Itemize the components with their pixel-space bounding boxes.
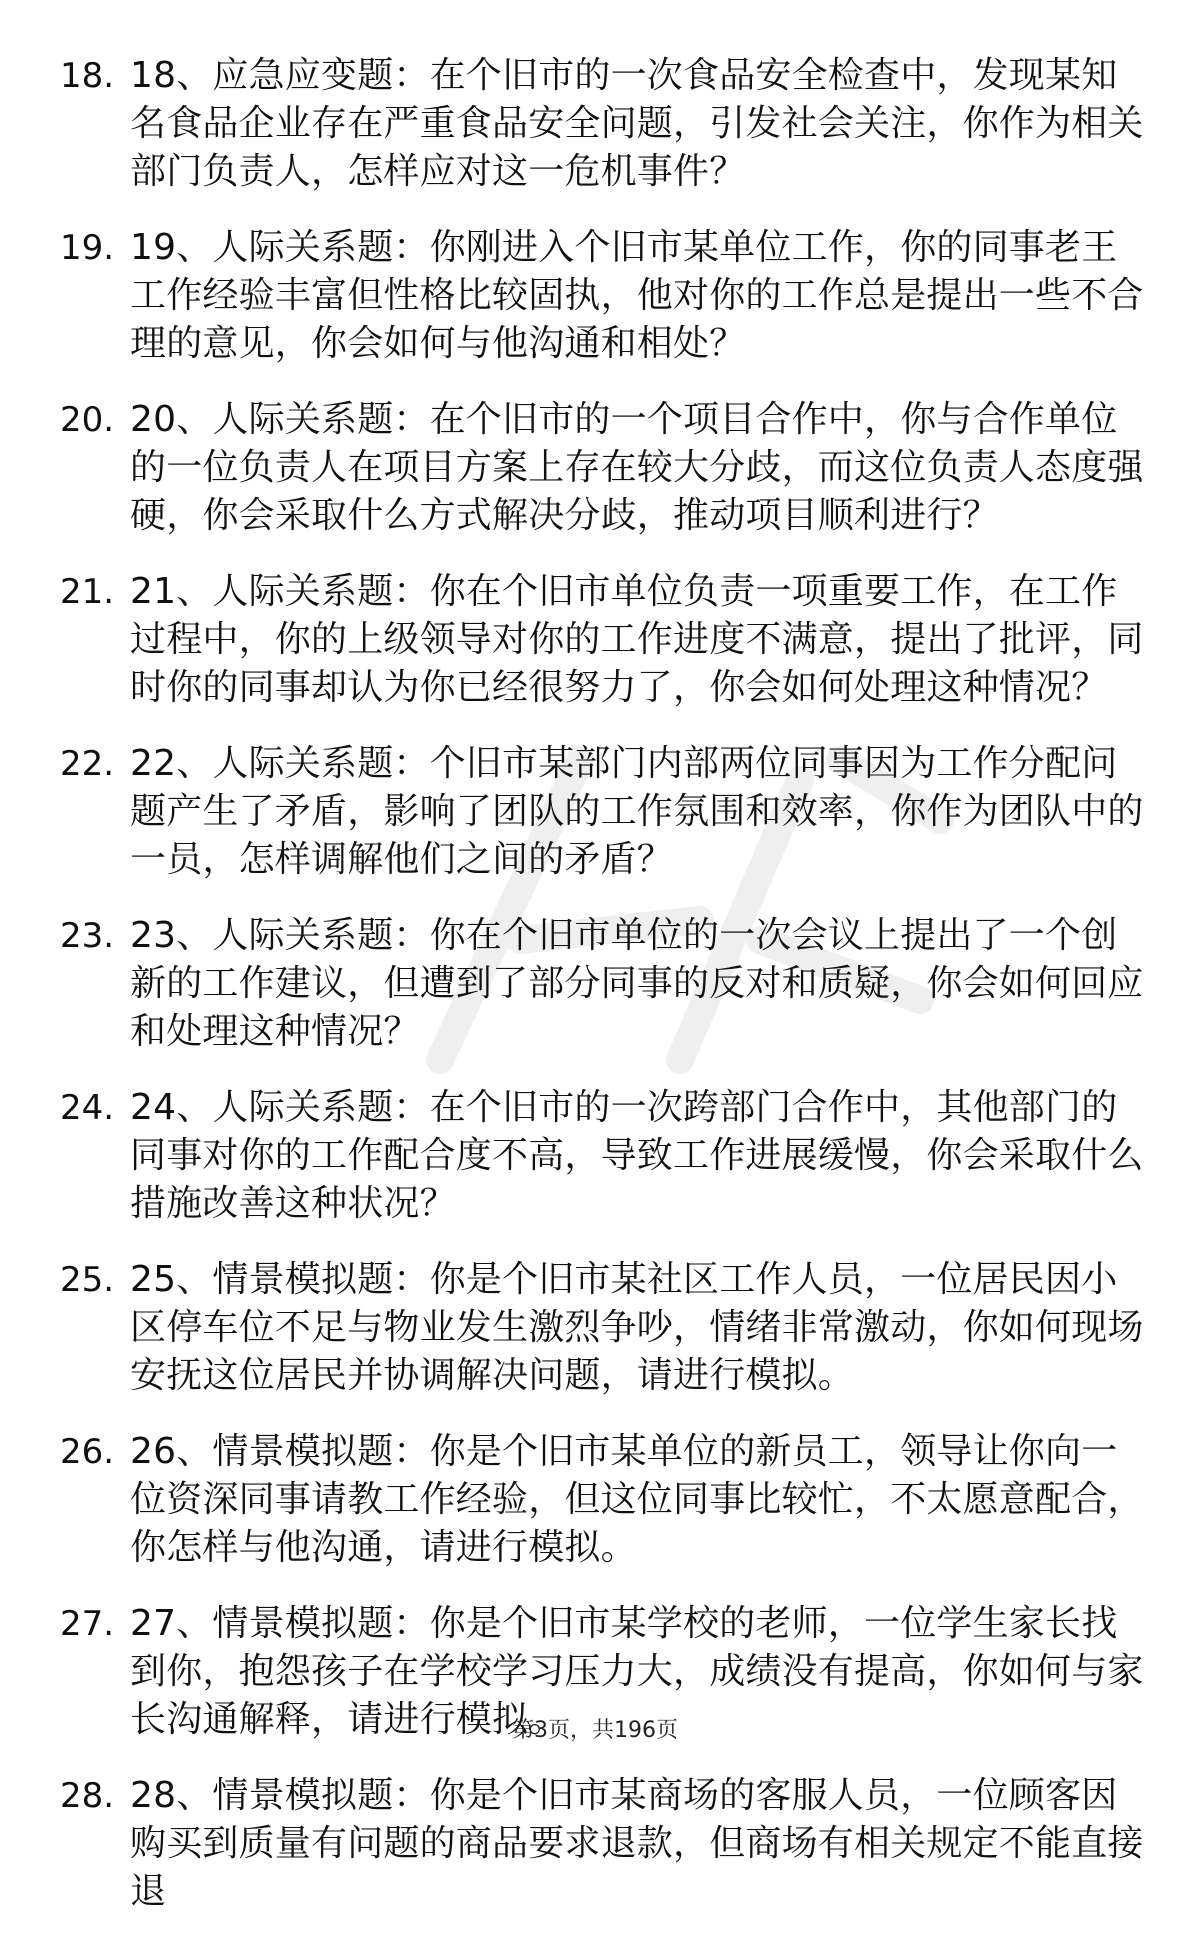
question-text: 28、情景模拟题：你是个旧市某商场的客服人员，一位顾客因购买到质量有问题的商品要求退款，但商场有相关规定不能直接退 xyxy=(130,1775,1144,1912)
list-item xyxy=(60,1084,1150,1228)
question-text: 22、人际关系题：个旧市某部门内部两位同事因为工作分配问题产生了矛盾，影响了团队的工作氛围和效率，你作为团队中的一员，怎样调解他们之间的矛盾？ xyxy=(130,743,1144,880)
question-number: 21. xyxy=(60,572,115,612)
question-number: 22. xyxy=(60,744,115,784)
question-number: 28. xyxy=(60,1776,115,1816)
question-text: 26、情景模拟题：你是个旧市某单位的新员工，领导让你向一位资深同事请教工作经验，但这位同事比较忙，不太愿意配合，你怎样与他沟通，请进行模拟。 xyxy=(130,1431,1144,1568)
question-list xyxy=(60,52,1150,1944)
question-number: 19. xyxy=(60,228,115,268)
question-text: 25、情景模拟题：你是个旧市某社区工作人员，一位居民因小区停车位不足与物业发生激烈争吵，情绪非常激动，你如何现场安抚这位居民并协调解决问题，请进行模拟。 xyxy=(130,1259,1144,1396)
question-text: 20、人际关系题：在个旧市的一个项目合作中，你与合作单位的一位负责人在项目方案上存在较大分歧，而这位负责人态度强硬，你会采取什么方式解决分歧，推动项目顺利进行？ xyxy=(130,399,1144,536)
list-item xyxy=(60,52,1150,196)
list-item xyxy=(60,568,1150,712)
question-number: 25. xyxy=(60,1260,115,1300)
question-number: 20. xyxy=(60,400,115,440)
list-item xyxy=(60,912,1150,1056)
question-number: 26. xyxy=(60,1432,115,1472)
list-item xyxy=(60,396,1150,540)
list-item xyxy=(60,1428,1150,1572)
question-text: 24、人际关系题：在个旧市的一次跨部门合作中，其他部门的同事对你的工作配合度不高，导致工作进展缓慢，你会采取什么措施改善这种状况？ xyxy=(130,1087,1144,1224)
question-number: 23. xyxy=(60,916,115,956)
list-item xyxy=(60,1772,1150,1916)
question-number: 24. xyxy=(60,1088,115,1128)
question-number: 27. xyxy=(60,1604,115,1644)
list-item xyxy=(60,740,1150,884)
question-number: 18. xyxy=(60,56,115,96)
page-footer: 第3页，共196页 xyxy=(512,1718,678,1743)
question-text: 21、人际关系题：你在个旧市单位负责一项重要工作，在工作过程中，你的上级领导对你的工作进度不满意，提出了批评，同时你的同事却认为你已经很努力了，你会如何处理这种情况？ xyxy=(130,571,1144,708)
question-text: 23、人际关系题：你在个旧市单位的一次会议上提出了一个创新的工作建议，但遭到了部分同事的反对和质疑，你会如何回应和处理这种情况？ xyxy=(130,915,1144,1052)
list-item xyxy=(60,224,1150,368)
question-text: 19、人际关系题：你刚进入个旧市某单位工作，你的同事老王工作经验丰富但性格比较固执，他对你的工作总是提出一些不合理的意见，你会如何与他沟通和相处？ xyxy=(130,227,1144,364)
question-text: 18、应急应变题：在个旧市的一次食品安全检查中，发现某知名食品企业存在严重食品安全问题，引发社会关注，你作为相关部门负责人，怎样应对这一危机事件？ xyxy=(130,55,1144,192)
question-text: 27、情景模拟题：你是个旧市某学校的老师，一位学生家长找到你，抱怨孩子在学校学习压力大，成绩没有提高，你如何与家长沟通解释，请进行模拟。 xyxy=(130,1603,1144,1740)
list-item xyxy=(60,1256,1150,1400)
